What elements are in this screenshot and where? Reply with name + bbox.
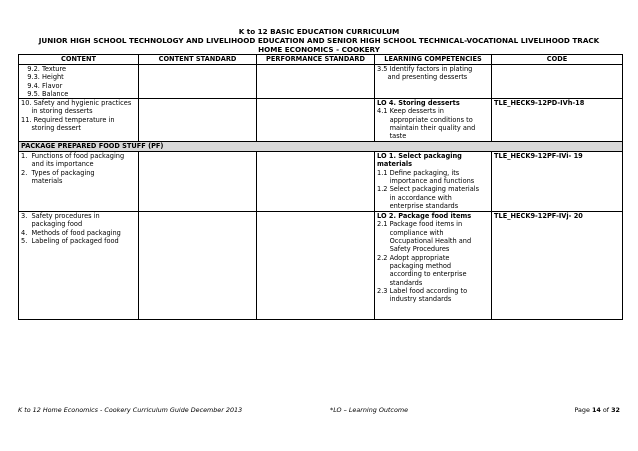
code-cell [492,65,623,99]
curriculum-table [18,54,623,320]
learning-outcome-title: LO 4. Storing desserts [377,99,460,108]
competencies-cell [375,212,492,320]
content-line: 9.3. Height [21,73,64,82]
competency-line: in accordance with [377,193,452,202]
content-line: 4. Methods of food packaging [21,228,121,237]
doc-title: K to 12 BASIC EDUCATION CURRICULUM [238,27,400,36]
content-line: 9.4. Flavor [21,81,63,90]
code-cell: TLE_HECK9-12PD-IVh-18 [492,99,623,142]
footer-lo-note: *LO – Learning Outcome [330,406,409,414]
learning-outcome-title: materials [377,160,413,169]
content-standard-cell [139,212,257,320]
column-header: LEARNING COMPETENCIES [375,55,492,65]
learning-outcome-title: LO 2. Package food items [377,212,472,221]
content-line: storing dessert [21,124,82,133]
page-prefix: Page [574,406,592,414]
performance-standard-cell [257,212,375,320]
competency-line: and presenting desserts [377,73,468,82]
footer-guide-title: K to 12 Home Economics - Cookery Curriculum Guide December 2013 [18,406,243,414]
competencies-cell [375,152,492,212]
competency-line: compliance with [377,228,444,237]
content-line: 10. Safety and hygienic practices [21,99,132,108]
competency-line: 4.1 Keep desserts in [377,107,444,116]
content-line: 9.2. Texture [21,65,67,73]
content-line: packaging food [21,220,83,229]
competency-line: Safety Procedures [377,245,450,254]
column-header: PERFORMANCE STANDARD [257,55,375,65]
content-standard-cell [139,65,257,99]
content-standard-cell [139,99,257,142]
code-cell: TLE_HECK9-12PF-IVj- 20 [492,212,623,320]
competency-line: packaging method [377,261,452,270]
competency-line: 2.2 Adopt appropriate [377,253,450,262]
competency-line: taste [377,132,407,141]
page-current: 14 [591,406,601,414]
content-cell [19,99,139,142]
page-of: of [600,406,612,414]
competency-line: Occupational Health and [377,237,472,246]
content-line: 11. Required temperature in [21,115,115,124]
content-line: 9.5. Balance [21,89,69,98]
doc-subtitle: JUNIOR HIGH SCHOOL TECHNOLOGY AND LIVELIHOOD EDUCATION AND SENIOR HIGH SCHOOL TECHNICAL-VOCATIONAL LIVELIHOOD TRACK [38,36,600,45]
column-header: CONTENT STANDARD [139,55,257,65]
table-row [19,152,623,212]
doc-subject: HOME ECONOMICS - COOKERY [258,45,380,54]
competency-line: 1.1 Define packaging, its [377,168,460,177]
page-total: 32 [611,406,620,414]
competency-line: according to enterprise [377,270,467,279]
table-row [19,212,623,320]
content-line: and its importance [21,160,94,169]
column-header: CONTENT [19,55,139,65]
competency-line: 2.1 Package food items in [377,220,463,229]
footer-page-number [574,406,620,414]
table-row [19,65,623,99]
content-line: 3. Safety procedures in [21,212,100,221]
section-row [19,142,623,152]
column-header: CODE [492,55,623,65]
code-cell: TLE_HECK9-12PF-IVi- 19 [492,152,623,212]
content-line: 1. Functions of food packaging [21,152,125,161]
competencies-cell [375,65,492,99]
competency-line: 1.2 Select packaging materials [377,185,480,194]
content-cell [19,212,139,320]
competency-line: standards [377,278,423,287]
competency-line: appropriate conditions to [377,115,473,124]
competency-line: maintain their quality and [377,124,476,133]
performance-standard-cell [257,152,375,212]
learning-outcome-title: LO 1. Select packaging [377,152,462,161]
content-cell [19,152,139,212]
content-line: in storing desserts [21,107,93,116]
competencies-cell [375,99,492,142]
performance-standard-cell [257,99,375,142]
performance-standard-cell [257,65,375,99]
competency-line: enterprise standards [377,201,459,210]
content-cell [19,65,139,99]
competency-line: 3.5 Identify factors in plating [377,65,473,73]
content-line: 5. Labeling of packaged food [21,237,119,246]
competency-line: 2.3 Label food according to [377,286,468,295]
content-standard-cell [139,152,257,212]
content-line: materials [21,177,63,186]
table-row [19,99,623,142]
section-title: PACKAGE PREPARED FOOD STUFF (PF) [19,142,623,152]
table-header-row [19,55,623,65]
content-line: 2. Types of packaging [21,168,95,177]
competency-line: industry standards [377,295,452,304]
competency-line: importance and functions [377,177,475,186]
